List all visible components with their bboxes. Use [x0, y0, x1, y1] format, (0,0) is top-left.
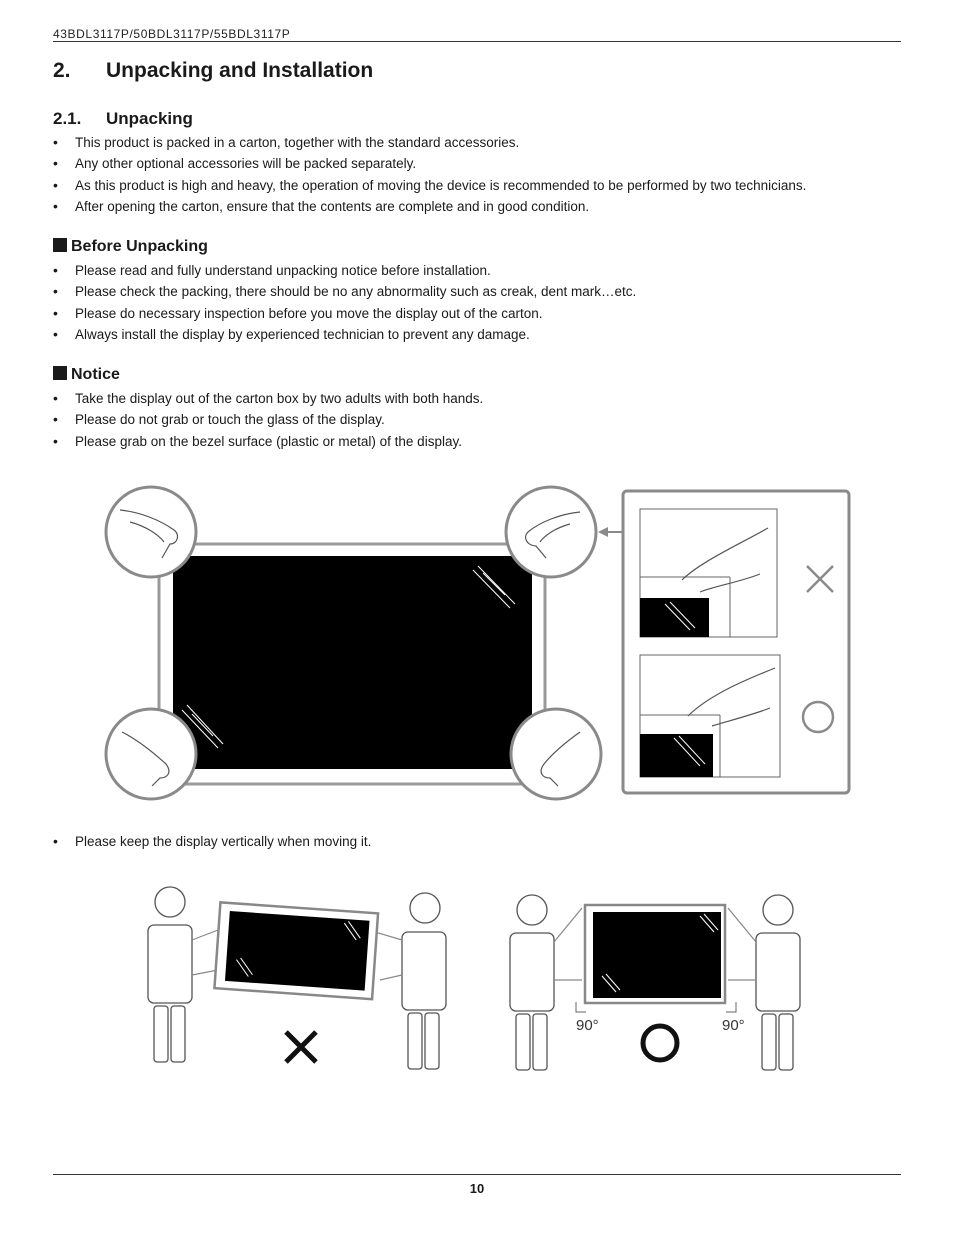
notice-title: Notice: [71, 366, 120, 383]
section-heading: [53, 59, 373, 83]
hand-grip-top-left-icon: [106, 487, 196, 577]
tilted-display-icon: [214, 902, 378, 999]
notice-bullet-list: [53, 388, 483, 452]
angle-label-left: 90°: [576, 1017, 599, 1034]
display-front-view: [159, 544, 545, 784]
list-item: • This product is packed in a carton, together with the standard accessories.: [53, 132, 806, 153]
wrong-grip-detail: [640, 509, 777, 637]
footer-divider: [53, 1174, 901, 1175]
list-item: • Any other optional accessories will be packed separately.: [53, 153, 806, 174]
before-unpacking-title: Before Unpacking: [71, 238, 208, 255]
list-item: • Please read and fully understand unpacking notice before installation.: [53, 260, 636, 281]
before-unpacking-heading: [53, 238, 208, 256]
subsection-title: Unpacking: [106, 109, 193, 128]
list-item: • Always install the display by experienced technician to prevent any damage.: [53, 324, 636, 345]
person-icon: [402, 893, 446, 1069]
square-bullet-icon: [53, 366, 67, 380]
list-item: • Please keep the display vertically when moving it.: [53, 831, 371, 852]
person-icon: [510, 895, 554, 1070]
handling-illustration: [100, 482, 860, 812]
carrying-orientation-illustration: [140, 880, 820, 1080]
subsection-number: 2.1.: [53, 109, 82, 128]
list-item: • Please do not grab or touch the glass of the display.: [53, 409, 483, 430]
intro-bullet-list: [53, 132, 806, 217]
correct-grip-detail: [640, 655, 780, 777]
square-bullet-icon: [53, 238, 67, 252]
angle-label-right: 90°: [722, 1017, 745, 1034]
header-model-number: 43BDL3117P/50BDL3117P/55BDL3117P: [53, 27, 291, 41]
vertical-note-list: [53, 831, 371, 852]
person-icon: [148, 887, 192, 1062]
notice-heading: [53, 366, 120, 384]
list-item: • After opening the carton, ensure that the contents are complete and in good condition.: [53, 196, 806, 217]
list-item: • Please grab on the bezel surface (plastic or metal) of the display.: [53, 431, 483, 452]
section-title: Unpacking and Installation: [106, 59, 374, 82]
list-item: • Please check the packing, there should be no any abnormality such as creak, dent mark…etc.: [53, 281, 636, 302]
before-unpacking-bullet-list: [53, 260, 636, 345]
correct-mark-icon: [643, 1026, 677, 1060]
list-item: • Please do necessary inspection before you move the display out of the carton.: [53, 303, 636, 324]
list-item: • As this product is high and heavy, the operation of moving the device is recommended to be performed by two technicians.: [53, 175, 806, 196]
section-number: 2.: [53, 59, 71, 82]
page-number: 10: [469, 1181, 485, 1196]
hand-grip-bottom-left-icon: [106, 709, 196, 799]
list-item: • Take the display out of the carton box by two adults with both hands.: [53, 388, 483, 409]
hand-grip-bottom-right-icon: [511, 709, 601, 799]
header-divider: [53, 41, 901, 42]
upright-display-icon: [585, 905, 725, 1003]
person-icon: [756, 895, 800, 1070]
subsection-heading: [53, 109, 193, 129]
carrying-figures: [140, 880, 820, 1080]
wrong-mark-icon: [286, 1032, 316, 1062]
